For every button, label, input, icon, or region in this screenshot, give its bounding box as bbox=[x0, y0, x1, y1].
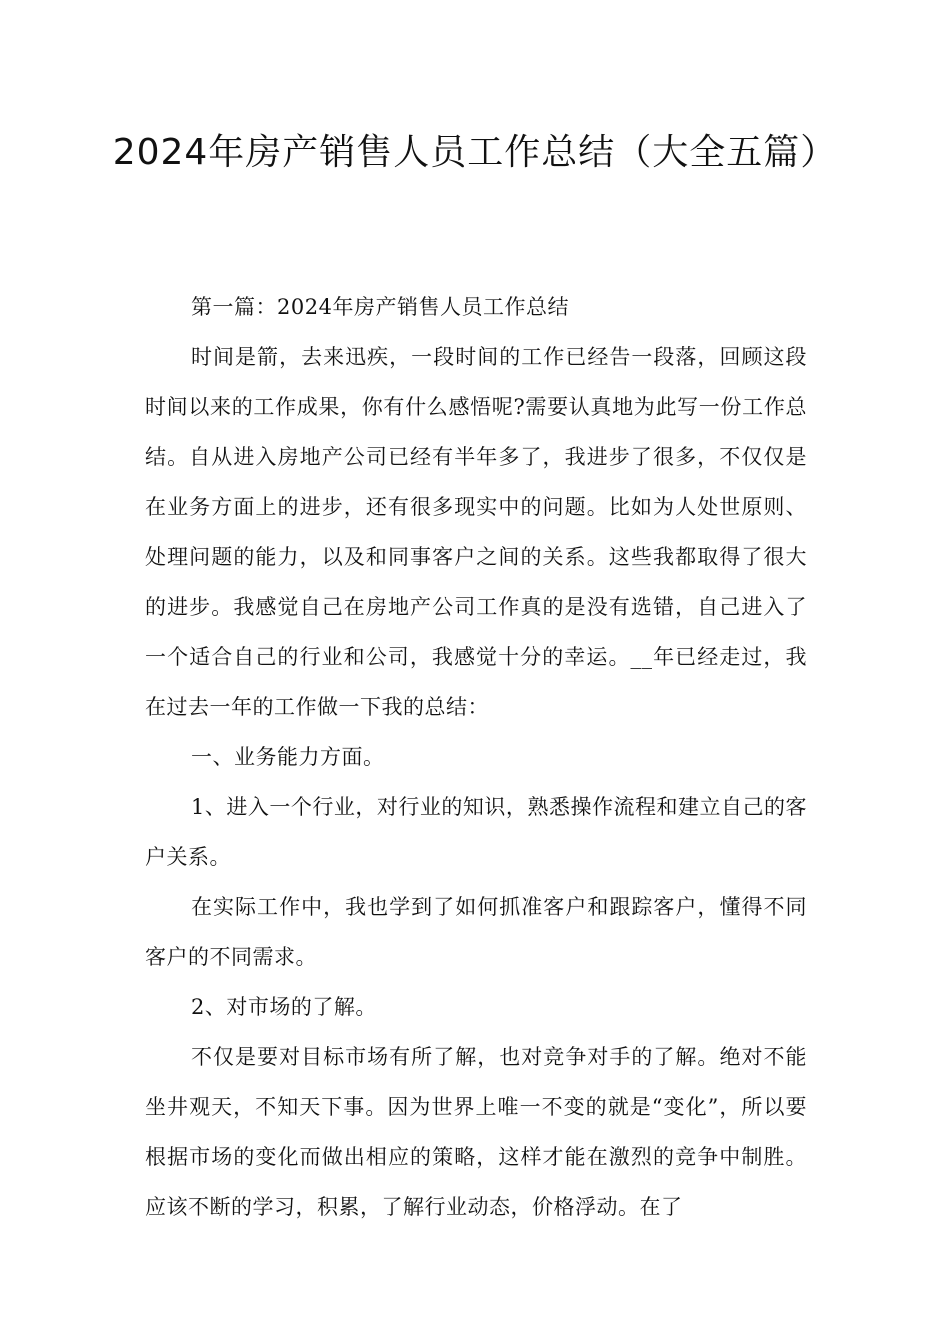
paragraph: 2、对市场的了解。 bbox=[191, 995, 377, 1019]
paragraph: 不仅是要对目标市场有所了解，也对竞争对手的了解。绝对不能坐井观天，不知天下事。因为世界上唯一不变的就是“变化”，所以要根据市场的变化而做出相应的策略，这样才能在激烈的竞争中制胜。应该不断的学习，积累，了解行业动态，价格浮动。在了 bbox=[145, 1045, 807, 1219]
paragraph: 在实际工作中，我也学到了如何抓准客户和跟踪客户，懂得不同客户的不同需求。 bbox=[145, 895, 807, 969]
paragraph: 时间是箭，去来迅疾，一段时间的工作已经告一段落，回顾这段时间以来的工作成果，你有什么感悟呢?需要认真地为此写一份工作总结。自从进入房地产公司已经有半年多了，我进步了很多，不仅仅是在业务方面上的进步，还有很多现实中的问题。比如为人处世原则、处理问题的能力，以及和同事客户之间的关系。这些我都取得了很大的进步。我感觉自己在房地产公司工作真的是没有选错，自己进入了一个适合自己的行业和公司，我感觉十分的幸运。__年已经走过，我在过去一年的工作做一下我的总结： bbox=[145, 345, 807, 719]
section-heading: 第一篇：2024年房产销售人员工作总结 bbox=[191, 295, 569, 319]
document-title: 2024年房产销售人员工作总结（大全五篇） bbox=[112, 132, 838, 173]
paragraph: 1、进入一个行业，对行业的知识，熟悉操作流程和建立自己的客户关系。 bbox=[145, 795, 807, 869]
document-body bbox=[145, 282, 807, 1232]
subsection-heading: 一、业务能力方面。 bbox=[191, 745, 385, 769]
